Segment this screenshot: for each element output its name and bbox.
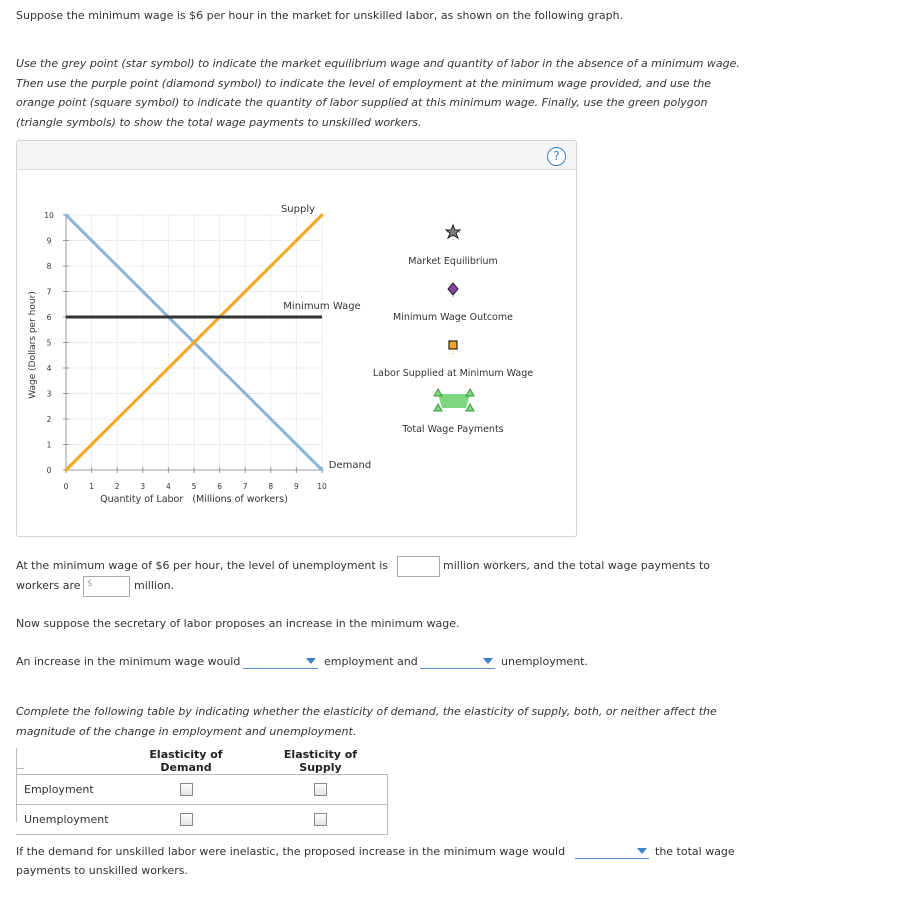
supply-curve-label: Supply — [280, 204, 316, 215]
x-tick-label: 6 — [217, 482, 222, 491]
y-tick-label: 2 — [46, 415, 52, 424]
q2-middle: employment and — [324, 655, 418, 668]
employment-demand-checkbox[interactable] — [180, 783, 193, 796]
x-tick-label: 8 — [268, 482, 274, 491]
unemployment-input[interactable] — [397, 556, 440, 577]
x-tick-label: 10 — [317, 482, 327, 491]
q2-prefix: An increase in the minimum wage would — [16, 655, 241, 668]
col-header-supply: Elasticity of Supply — [283, 748, 358, 774]
unemployment-demand-checkbox[interactable] — [180, 813, 193, 826]
legend-total-wage-label: Total Wage Payments — [402, 424, 504, 435]
y-tick-label: 6 — [46, 313, 52, 322]
table-row — [16, 775, 387, 805]
x-tick-label: 4 — [166, 482, 171, 491]
currency-prefix: $ — [87, 579, 93, 589]
q1-part2: million workers, and the total wage payments to — [443, 559, 711, 572]
legend-equilibrium-label: Market Equilibrium — [408, 256, 498, 267]
x-tick-label: 5 — [191, 482, 197, 491]
x-tick-label: 7 — [242, 482, 248, 491]
chevron-down-icon — [306, 658, 316, 664]
triangle-icon — [466, 389, 474, 396]
table-intro-text: Complete the following table by indicating whether the elasticity of demand, the elasticity of supply, both, or neither affect the magnitude of the change in employment and unemployment. — [16, 705, 717, 738]
q3-prefix: If the demand for unskilled labor were inelastic, the proposed increase in the minimum wage would — [16, 845, 566, 858]
square-icon — [449, 341, 457, 349]
x-tick-label: 1 — [89, 482, 94, 491]
intro-text: Suppose the minimum wage is $6 per hour in the market for unskilled labor, as shown on the following graph. — [16, 9, 624, 22]
x-axis-label: Quantity of Labor (Millions of workers) — [100, 494, 288, 505]
triangle-icon — [434, 389, 442, 396]
total-wage-effect-dropdown[interactable] — [575, 844, 649, 859]
x-tick-label: 3 — [140, 482, 146, 491]
diamond-tool[interactable] — [448, 283, 458, 299]
x-tick-label: 0 — [63, 482, 69, 491]
y-tick-label: 7 — [46, 287, 52, 297]
instructions-text: Use the grey point (star symbol) to indicate the market equilibrium wage and quantity of labor in the absence of a minimum wage. Then use the purple point (diamond symbol) to indicate the level of employment at the minimum wage provided, and use the orange point (square symbol) to indicate the quantity of labor supplied at this minimum wage. Finally, use the green polygon (triangle symbols) to show the total wage payments to unskilled workers. — [16, 57, 740, 129]
table-row — [16, 805, 387, 835]
q1-part4: million. — [134, 579, 175, 592]
triangle-icon — [434, 404, 442, 411]
equilibrium-star-tool[interactable] — [446, 225, 460, 241]
y-axis-label: Wage (Dollars per hour) — [28, 291, 38, 399]
legend-min-wage-outcome-label: Minimum Wage Outcome — [393, 312, 513, 323]
total-wage-input[interactable] — [83, 576, 130, 597]
legend-labor-supplied-label: Labor Supplied at Minimum Wage — [372, 368, 534, 379]
chevron-down-icon — [637, 848, 647, 854]
q2-suffix: unemployment. — [501, 655, 588, 668]
q3-suffix: the total wage — [655, 845, 735, 858]
y-tick-label: 10 — [44, 211, 54, 220]
q1-part3: workers are — [16, 579, 81, 592]
y-tick-label: 0 — [46, 466, 52, 475]
y-tick-label: 1 — [46, 440, 52, 450]
minimum-wage-label: Minimum Wage — [283, 301, 361, 312]
unemployment-supply-checkbox[interactable] — [314, 813, 327, 826]
q3-line2: payments to unskilled workers. — [16, 864, 188, 877]
triangle-icon — [466, 404, 474, 411]
now-suppose-text: Now suppose the secretary of labor proposes an increase in the minimum wage. — [16, 617, 460, 630]
y-tick-label: 4 — [46, 364, 52, 373]
employment-supply-checkbox[interactable] — [314, 783, 327, 796]
y-tick-label: 8 — [46, 262, 52, 271]
x-tick-label: 2 — [114, 482, 120, 491]
square-tool[interactable] — [449, 341, 457, 354]
chevron-down-icon — [483, 658, 493, 664]
elasticity-table — [16, 748, 388, 835]
y-tick-label: 9 — [46, 236, 52, 246]
polygon-tool[interactable] — [434, 389, 474, 411]
demand-curve-label: Demand — [328, 460, 372, 471]
q1-part1: At the minimum wage of $6 per hour, the level of unemployment is — [16, 559, 388, 572]
col-header-demand: Elasticity of Demand — [149, 748, 223, 774]
row-label-unemployment: Unemployment — [16, 805, 118, 835]
row-label-employment: Employment — [16, 775, 118, 805]
y-tick-label: 3 — [46, 389, 52, 399]
help-icon[interactable]: ? — [547, 147, 566, 166]
unemployment-effect-dropdown[interactable] — [420, 654, 495, 669]
diamond-icon — [448, 283, 458, 295]
y-tick-label: 5 — [46, 338, 52, 348]
table-left-border — [16, 748, 18, 822]
employment-effect-dropdown[interactable] — [243, 654, 318, 669]
x-tick-label: 9 — [294, 482, 299, 491]
